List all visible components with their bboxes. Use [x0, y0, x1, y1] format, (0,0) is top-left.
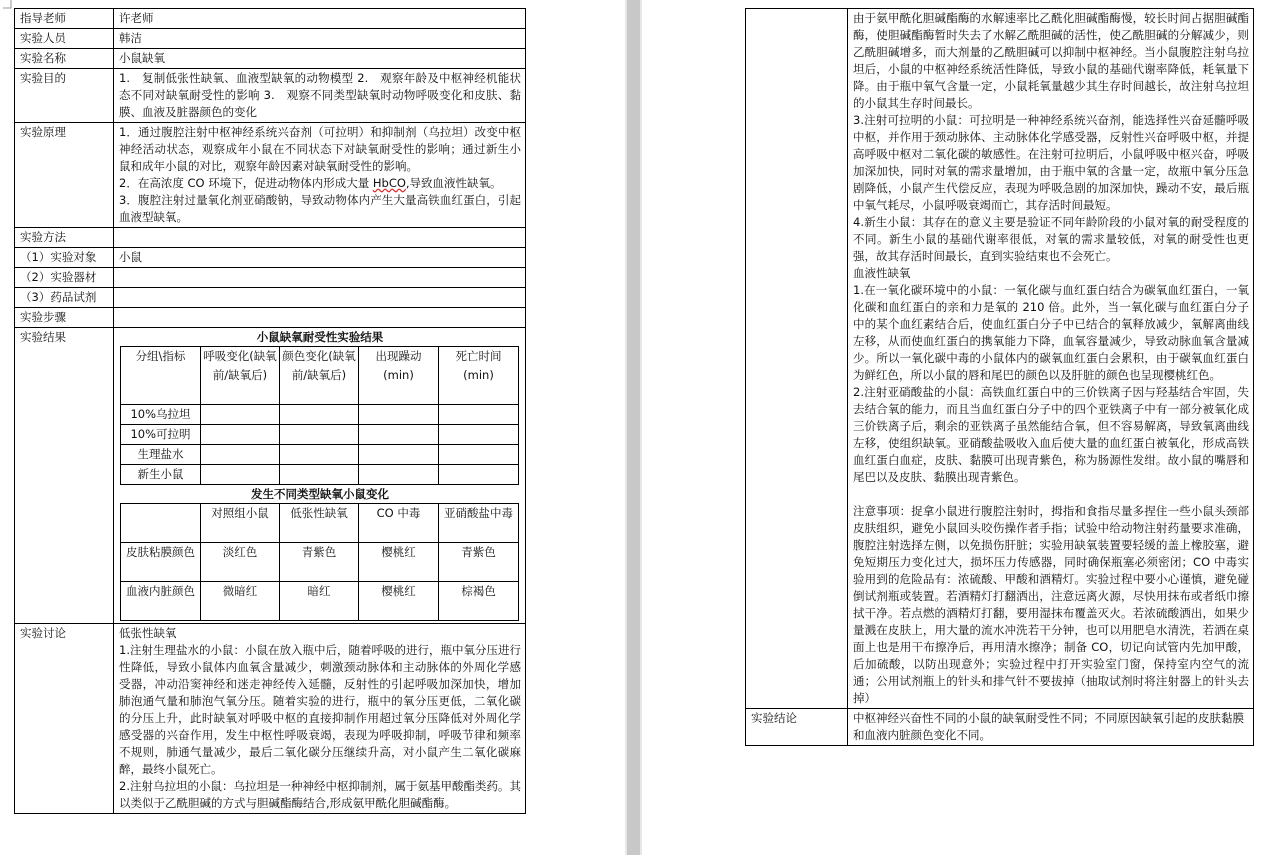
label-discussion: 实验讨论: [15, 624, 114, 814]
label-method: 实验方法: [15, 228, 114, 248]
label-experiment-name: 实验名称: [15, 49, 114, 69]
row-discussion: [15, 624, 526, 814]
principle-paragraph-3: 3．腹腔注射过量氧化剂亚硝酸钠，导致动物体内产生大量高铁血红蛋白，引起血液型缺氧。: [119, 193, 521, 224]
table2-row: [121, 543, 519, 582]
value-discussion-continued[interactable]: [848, 9, 1254, 709]
document-page-1: [0, 0, 625, 855]
purpose-text: 1. 复制低张性缺氧、血液型缺氧的动物模型 2. 观察年龄及中枢神经机能状态不同对缺氧耐受性的影响 3. 观察不同类型缺氧时动物呼吸变化和皮肤、黏膜、血液及脏器颜色的变化: [119, 71, 521, 119]
discussion-paragraph-1: 1.注射生理盐水的小鼠：小鼠在放入瓶中后，随着呼吸的进行，瓶中氧分压进行性降低，导致小鼠体内血氧含量减少，刺激颈动脉体和主动脉体的外周化学感受器，冲动沿窦神经和迷走神经传入延髓，反射性的引起呼吸加深加快，增加肺泡通气量和肺泡气氧分压。随着实验的进行，瓶中的氧分压更低，二氧化碳的分压上升，此时缺氧对呼吸中枢的直接抑制作用超过氧分压降低对外周化学感受器的兴奋作用，发生中枢性呼吸衰竭，表现为呼吸抑制，呼吸节律和频率不规则，肺通气量减少，最后二氧化碳分压继续升高，对小鼠产生二氧化碳麻醉，最终小鼠死亡。: [119, 643, 521, 776]
table1-cell[interactable]: [359, 405, 439, 425]
principle-paragraph-1: 1．通过腹腔注射中枢神经系统兴奋剂（可拉明）和抑制剂（乌拉坦）改变中枢神经活动状态，观察成年小鼠在不同状态下对缺氧耐受性的影响；通过新生小鼠和成年小鼠的对比，观察年龄因素对缺氧耐受性的影响。: [119, 125, 521, 173]
hbco-term: HbCO: [372, 176, 406, 190]
report-table-part2: [745, 8, 1254, 746]
table2-header: 亚硝酸盐中毒: [439, 504, 519, 543]
label-results: 实验结果: [15, 328, 114, 624]
table1-row: [121, 445, 519, 465]
label-equipment: （2）实验器材: [15, 268, 114, 288]
value-conclusion[interactable]: 中枢神经兴奋性不同的小鼠的缺氧耐受性不同；不同原因缺氧引起的皮肤黏膜和血液内脏颜色变化不同。: [848, 709, 1254, 746]
label-subject: （1）实验对象: [15, 248, 114, 268]
table2-cell[interactable]: 樱桃红: [359, 582, 439, 621]
value-equipment[interactable]: [114, 268, 526, 288]
results-table1-title: 小鼠缺氧耐受性实验结果: [256, 330, 384, 344]
table1-cell[interactable]: [201, 425, 280, 445]
value-purpose[interactable]: [114, 69, 526, 123]
table1-cell[interactable]: [201, 405, 280, 425]
table1-cell[interactable]: [280, 405, 359, 425]
table1-cell[interactable]: [280, 445, 359, 465]
discussion-heading-hypotonic: 低张性缺氧: [119, 626, 177, 640]
discussion-paragraph-cont: 由于氨甲酰化胆碱酯酶的水解速率比乙酰化胆碱酯酶慢，较长时间占据胆碱酯酶，使胆碱酯酶暂时失去了水解乙酰胆碱的活性，使乙酰胆碱的分解减少，则乙酰胆碱增多，而大剂量的乙酰胆碱可以抑制中枢神经。当小鼠腹腔注射乌拉坦后，小鼠的中枢神经系统活性降低，导致小鼠的基础代谢率降低，耗氧量下降。由于瓶中氧气含量一定，小鼠耗氧量越少其生存时间越长，故注射乌拉坦的小鼠其生存时间最长。: [853, 11, 1249, 110]
table1-header: 出现躁动(min): [359, 347, 439, 405]
table2-cell[interactable]: 微暗红: [201, 582, 280, 621]
row-personnel: [15, 29, 526, 49]
table1-cell[interactable]: [280, 425, 359, 445]
discussion-paragraph-4: 4.新生小鼠：其存在的意义主要是验证不同年龄阶段的小鼠对氧的耐受程度的不同。新生小鼠的基础代谢率很低，对氧的需求量较低，对氧的耐受性也更强，故其存活时间最长，直到实验结束也不会死亡。: [853, 215, 1249, 263]
table1-group-cell: 10%乌拉坦: [121, 405, 201, 425]
label-reagents: （3）药品试剂: [15, 288, 114, 308]
table2-cell[interactable]: 暗红: [280, 582, 359, 621]
table2-cell[interactable]: 青紫色: [280, 543, 359, 582]
discussion-paragraph-5: 1.在一氧化碳环境中的小鼠：一氧化碳与血红蛋白结合为碳氧血红蛋白，一氧化碳和血红蛋白的亲和力是氧的 210 倍。此外，当一氧化碳与血红蛋白分子中的某个血红素结合后，使血红蛋白分子中已结合的氧释放减少，氧解离曲线左移，从而使血红蛋白的携氧能力下降，血氧容量减少，导致动脉血氧含量减少。所以一氧化碳中毒的小鼠体内的碳氧血红蛋白会累积，由于碳氧血红蛋白为鲜红色，所以小鼠的唇和尾巴的颜色以及肝脏的颜色也呈现樱桃红色。: [853, 283, 1249, 382]
table1-cell[interactable]: [359, 445, 439, 465]
row-experiment-name: [15, 49, 526, 69]
label-personnel: 实验人员: [15, 29, 114, 49]
document-page-2: [642, 0, 1278, 855]
value-instructor[interactable]: 许老师: [114, 9, 526, 29]
discussion-heading-blood: 血液性缺氧: [853, 266, 911, 280]
table2-row-label: 血液内脏颜色: [121, 582, 201, 621]
label-conclusion: 实验结论: [746, 709, 848, 746]
table2-header-row: [121, 504, 519, 543]
table2-row: [121, 582, 519, 621]
empty-line: [853, 486, 1249, 503]
table1-header-row: [121, 347, 519, 405]
value-results[interactable]: [114, 328, 526, 624]
value-method[interactable]: [114, 228, 526, 248]
table1-group-cell: 10%可拉明: [121, 425, 201, 445]
principle-p2-end: ,导致血液性缺氧。: [405, 176, 502, 190]
row-principle: [15, 123, 526, 228]
table1-row: [121, 425, 519, 445]
table1-cell[interactable]: [439, 405, 519, 425]
row-purpose: [15, 69, 526, 123]
table2-cell[interactable]: 青紫色: [439, 543, 519, 582]
table1-row: [121, 465, 519, 485]
row-method: [15, 228, 526, 248]
results-table2-title: 发生不同类型缺氧小鼠变化: [251, 487, 389, 501]
row-results: [15, 328, 526, 624]
table2-cell[interactable]: 棕褐色: [439, 582, 519, 621]
row-steps: [15, 308, 526, 328]
label-steps: 实验步骤: [15, 308, 114, 328]
precautions-paragraph: 注意事项：捉拿小鼠进行腹腔注射时，拇指和食指尽量多捏住一些小鼠头颈部皮肤组织，避免小鼠回头咬伤操作者手指；试验中给动物注射药量要求准确，腹腔注射选择左侧，以免损伤肝脏；实验用缺氧装置要轻缓的盖上橡胶塞，避免短期压力变化过大，损坏压力传感器，同时确保瓶塞必须密闭；CO 中毒实验用到的危险品有：浓硫酸、甲酸和酒精灯。实验过程中要小心谨慎，避免碰倒试剂瓶或装置。若酒精灯打翻洒出，注意远离火源，尽快用抹布或者纸巾擦拭干净。若点燃的酒精灯打翻，要用湿抹布覆盖灭火。若浓硫酸洒出，如果少量溅在皮肤上，用大量的流水冲洗若干分钟，也可以用肥皂水清洗，若洒在桌面上也是用干布擦净后，再用清水擦净；制备 CO，切记向试管内先加甲酸，后加硫酸，以防出现意外；实验过程中打开实验室门窗，保持室内空气的流通；公用试剂瓶上的针头和排气针不要拔掉（抽取试剂时将注射器上的针头去掉）: [853, 504, 1249, 705]
table1-row: [121, 405, 519, 425]
label-purpose: 实验目的: [15, 69, 114, 123]
table1-cell[interactable]: [439, 425, 519, 445]
table1-cell[interactable]: [439, 445, 519, 465]
label-instructor: 指导老师: [15, 9, 114, 29]
value-experiment-name[interactable]: 小鼠缺氧: [114, 49, 526, 69]
table2-row-label: 皮肤粘膜颜色: [121, 543, 201, 582]
value-reagents[interactable]: [114, 288, 526, 308]
label-discussion-continued: [746, 9, 848, 709]
row-equipment: [15, 268, 526, 288]
tolerance-results-table: [120, 346, 519, 485]
value-steps[interactable]: [114, 308, 526, 328]
table2-header: [121, 504, 201, 543]
table1-cell[interactable]: [201, 465, 280, 485]
discussion-paragraph-2: 2.注射乌拉坦的小鼠：乌拉坦是一种神经中枢抑制剂，属于氨基甲酸酯类药。其以类似于乙酰胆碱的方式与胆碱酯酶结合,形成氨甲酰化胆碱酯酶。: [119, 779, 521, 810]
value-subject[interactable]: 小鼠: [114, 248, 526, 268]
principle-paragraph-2: [119, 175, 521, 192]
report-table-part1: [14, 8, 526, 814]
row-discussion-continued: [746, 9, 1254, 709]
table1-header: 颜色变化(缺氧前/缺氧后): [280, 347, 359, 405]
value-personnel[interactable]: 韩洁: [114, 29, 526, 49]
row-instructor: [15, 9, 526, 29]
row-subject: [15, 248, 526, 268]
table2-header: CO 中毒: [359, 504, 439, 543]
discussion-paragraph-6: 2.注射亚硝酸盐的小鼠：高铁血红蛋白中的三价铁离子因与羟基结合牢固，失去结合氧的能力，而且当血红蛋白分子中的四个亚铁离子中有一部分被氧化成三价铁离子后，剩余的亚铁离子虽然能结合氧，但不容易解离，导致氧离曲线左移，使组织缺氧。亚硝酸盐吸收入血后使大量的血红蛋白被氧化，形成高铁血红蛋白血症，皮肤、黏膜可出现青紫色，称为肠源性发绀。故小鼠的嘴唇和尾巴以及皮肤、黏膜出现青紫色。: [853, 385, 1249, 484]
page-corner-mark: [3, 0, 12, 9]
table2-cell[interactable]: 淡红色: [201, 543, 280, 582]
table1-cell[interactable]: [359, 465, 439, 485]
page-gap-scrollbar[interactable]: [627, 0, 640, 855]
hypoxia-types-table: [120, 503, 519, 621]
row-conclusion: [746, 709, 1254, 746]
value-discussion[interactable]: [114, 624, 526, 814]
table1-header: 死亡时间(min): [439, 347, 519, 405]
table2-header: 低张性缺氧: [280, 504, 359, 543]
table1-cell[interactable]: [359, 425, 439, 445]
table2-header: 对照组小鼠: [201, 504, 280, 543]
table1-header: 分组\指标: [121, 347, 201, 405]
table1-cell[interactable]: [280, 465, 359, 485]
row-reagents: [15, 288, 526, 308]
table1-header: 呼吸变化(缺氧前/缺氧后): [201, 347, 280, 405]
table2-cell[interactable]: 樱桃红: [359, 543, 439, 582]
table1-cell[interactable]: [201, 445, 280, 465]
table1-group-cell: 新生小鼠: [121, 465, 201, 485]
label-principle: 实验原理: [15, 123, 114, 228]
table1-group-cell: 生理盐水: [121, 445, 201, 465]
table1-cell[interactable]: [439, 465, 519, 485]
principle-p2-start: 2．在高浓度 CO 环境下，促进动物体内形成大量: [119, 176, 373, 190]
discussion-paragraph-3: 3.注射可拉明的小鼠：可拉明是一种神经系统兴奋剂，能选择性兴奋延髓呼吸中枢，并作用于颈动脉体、主动脉体化学感受器，反射性兴奋呼吸中枢，并提高呼吸中枢对二氧化碳的敏感性。在注射可拉明后，小鼠呼吸中枢兴奋，呼吸加深加快，同时对氧的需求量增加，由于瓶中氧的含量一定，故瓶中氧分压急剧降低，小鼠产生代偿反应，表现为呼吸急剧的加深加快，躁动不安，最后瓶中氧气耗尽，小鼠呼吸衰竭而亡，其存活时间最短。: [853, 113, 1249, 212]
value-principle[interactable]: [114, 123, 526, 228]
